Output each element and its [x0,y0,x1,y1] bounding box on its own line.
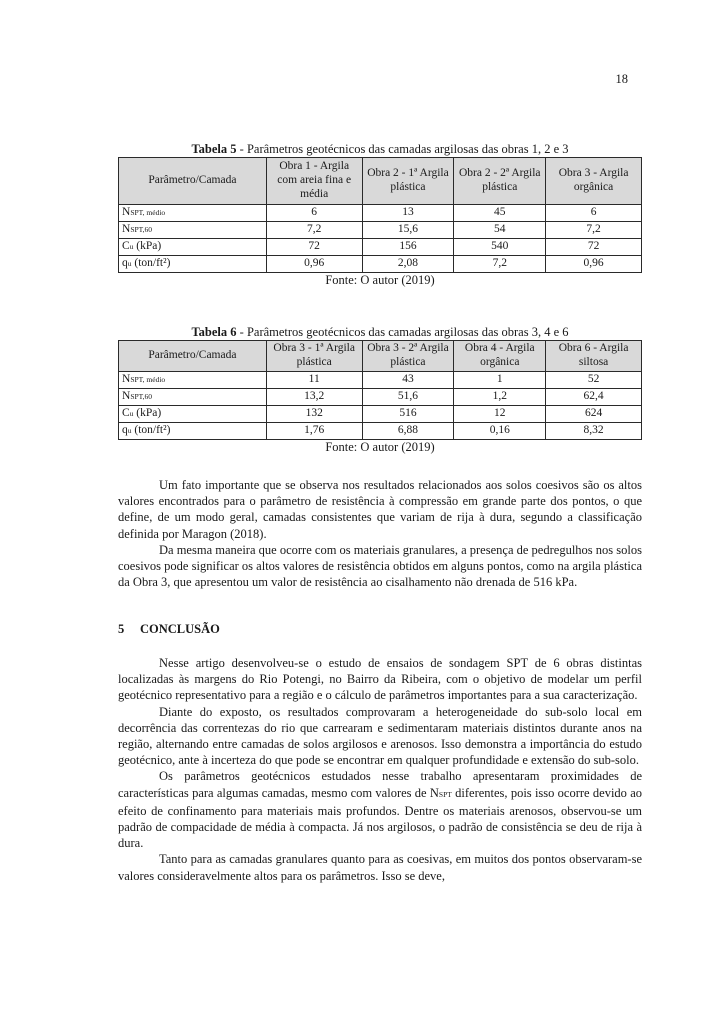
table-5-header-cell: Obra 3 - Argila orgânica [546,158,642,205]
value-cell: 2,08 [362,256,454,273]
value-cell: 7,2 [454,256,546,273]
table-row [119,205,642,222]
param-cell: qu (ton/ft²) [119,423,267,440]
table-5 [118,157,642,273]
value-cell: 6,88 [362,423,454,440]
value-cell: 51,6 [362,389,454,406]
table-row [119,222,642,239]
table-6-caption-label: Tabela 6 [191,325,237,339]
paragraph: Diante do exposto, os resultados comprovaram a heterogeneidade do sub-solo local em decorrência das correntezas do rio que carrearam e sedimentaram materiais distintos durante anos na região, alternando entre camadas de solos argilosos e arenosos. Isso demonstra a importância do estudo geotécnico, ante à incerteza do que pode se encontrar em qualquer profundidade e extensão do sub-solo. [118,704,642,768]
table-row [119,389,642,406]
paragraph: Tanto para as camadas granulares quanto para as coesivas, em muitos dos pontos observaram-se valores consideravelmente altos para os parâmetros. Isso se deve, [118,852,642,883]
value-cell: 156 [362,239,454,256]
table-6-header-cell: Obra 4 - Argila orgânica [454,341,546,372]
table-5-header-row [119,158,642,205]
page-number: 18 [615,72,628,86]
value-cell: 7,2 [546,222,642,239]
table-6-header-cell: Parâmetro/Camada [119,341,267,372]
table-5-caption-text: - Parâmetros geotécnicos das camadas argilosas das obras 1, 2 e 3 [236,142,569,156]
section-title: CONCLUSÃO [140,622,220,636]
value-cell: 72 [266,239,362,256]
table-5-block [118,142,642,288]
value-cell: 516 [362,406,454,423]
value-cell: 132 [266,406,362,423]
value-cell: 0,96 [266,256,362,273]
value-cell: 8,32 [546,423,642,440]
value-cell: 72 [546,239,642,256]
value-cell: 11 [266,372,362,389]
value-cell: 12 [454,406,546,423]
table-row [119,239,642,256]
value-cell: 6 [546,205,642,222]
table-5-header-cell: Obra 2 - 2ª Argila plástica [454,158,546,205]
table-6 [118,340,642,440]
param-cell: Cu (kPa) [119,239,267,256]
param-cell: NSPT,60 [119,222,267,239]
section-heading [118,622,220,637]
value-cell: 45 [454,205,546,222]
table-6-block [118,325,642,455]
table-6-header-row [119,341,642,372]
table-6-source: Fonte: O autor (2019) [325,440,435,454]
table-row [119,256,642,273]
param-cell: qu (ton/ft²) [119,256,267,273]
value-cell: 1,76 [266,423,362,440]
value-cell: 540 [454,239,546,256]
param-cell: NSPT, médio [119,205,267,222]
value-cell: 54 [454,222,546,239]
table-6-header-cell: Obra 6 - Argila siltosa [546,341,642,372]
value-cell: 1 [454,372,546,389]
table-5-caption [118,142,642,157]
param-cell: NSPT,60 [119,389,267,406]
value-cell: 0,16 [454,423,546,440]
value-cell: 52 [546,372,642,389]
table-5-caption-label: Tabela 5 [191,142,237,156]
results-discussion [118,477,642,590]
value-cell: 62,4 [546,389,642,406]
value-cell: 13 [362,205,454,222]
value-cell: 624 [546,406,642,423]
value-cell: 15,6 [362,222,454,239]
table-row [119,406,642,423]
table-6-header-cell: Obra 3 - 2ª Argila plástica [362,341,454,372]
value-cell: 6 [266,205,362,222]
table-row [119,372,642,389]
paragraph: Nesse artigo desenvolveu-se o estudo de ensaios de sondagem SPT de 6 obras distintas localizadas às margens do Rio Potengi, no Bairro da Ribeira, com o objetivo de modelar um perfil geotécnico representativo para a região e o cálculo de parâmetros importantes para a sua caracterização. [118,656,642,703]
table-5-header-cell: Parâmetro/Camada [119,158,267,205]
param-cell: Cu (kPa) [119,406,267,423]
value-cell: 13,2 [266,389,362,406]
table-5-source: Fonte: O autor (2019) [325,273,435,287]
table-5-header-cell: Obra 1 - Argila com areia fina e média [266,158,362,205]
table-6-caption [118,325,642,340]
paragraph: Da mesma maneira que ocorre com os materiais granulares, a presença de pedregulhos nos solos coesivos pode significar os altos valores de resistência obtidos em alguns pontos, como na argila plástica da Obra 3, que apresentou um valor de resistência ao cisalhamento não drenada de 516 kPa. [118,542,642,590]
paragraph: Um fato importante que se observa nos resultados relacionados aos solos coesivos são os altos valores encontrados para o parâmetro de resistência à compressão em grande parte dos pontos, o que define, de um modo geral, camadas consistentes que variam de rija à dura, segundo a classificação definida por Maragon (2018). [118,478,642,541]
table-6-header-cell: Obra 3 - 1ª Argila plástica [266,341,362,372]
param-cell: NSPT, médio [119,372,267,389]
table-row [119,423,642,440]
value-cell: 43 [362,372,454,389]
paragraph: Os parâmetros geotécnicos estudados nesse trabalho apresentaram proximidades de características para algumas camadas, mesmo com valores de NSPT diferentes, pois isso ocorre devido ao efeito de confinamento para materiais mais profundos. Dentre os materiais arenosos, observou-se um padrão de compacidade de média à compacta. Já nos argilosos, o padrão de consistência se deu de rija à dura. [118,769,642,851]
value-cell: 0,96 [546,256,642,273]
table-6-caption-text: - Parâmetros geotécnicos das camadas argilosas das obras 3, 4 e 6 [236,325,569,339]
value-cell: 7,2 [266,222,362,239]
value-cell: 1,2 [454,389,546,406]
conclusion-text [118,655,642,884]
section-number: 5 [118,622,125,636]
table-5-header-cell: Obra 2 - 1ª Argila plástica [362,158,454,205]
